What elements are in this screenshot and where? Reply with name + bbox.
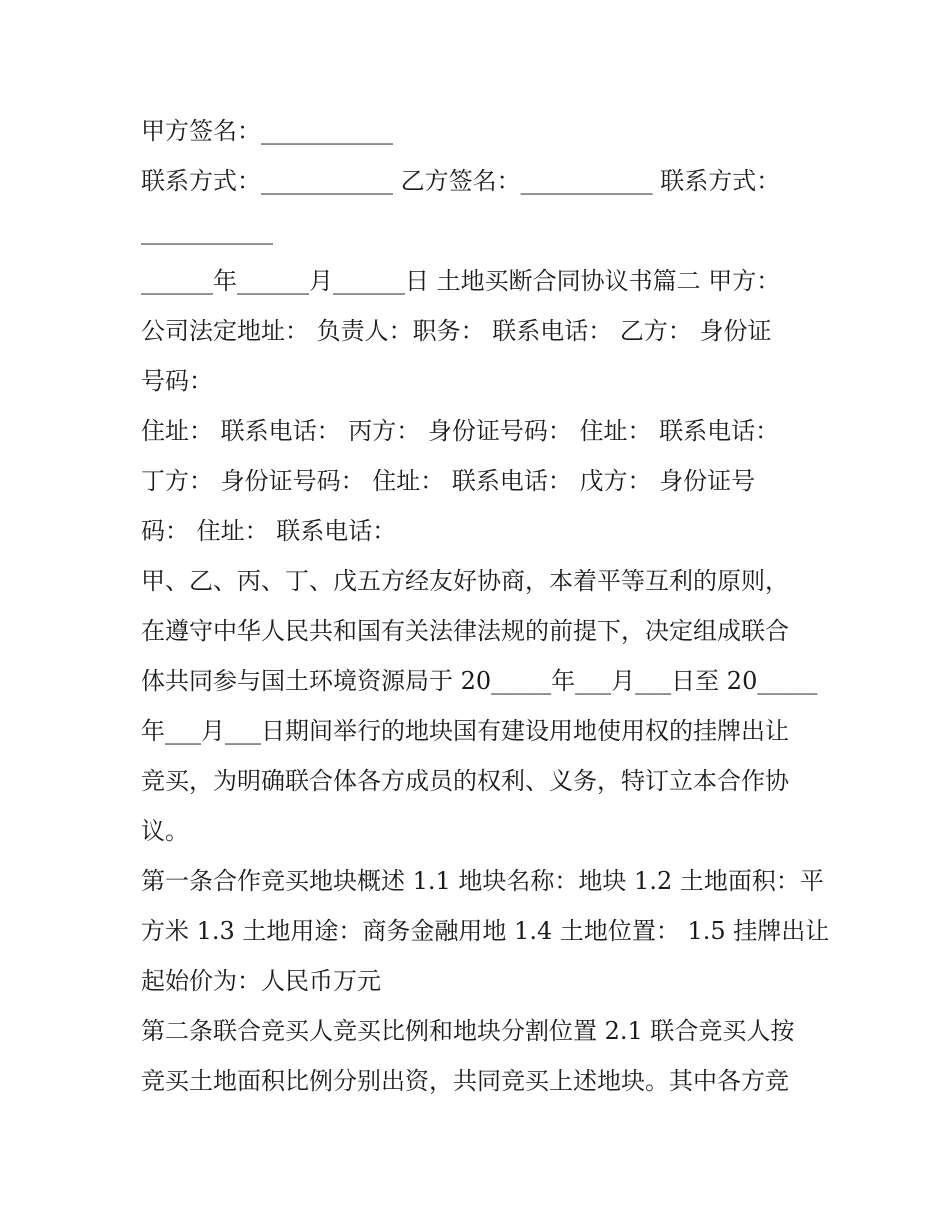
text-line: 议。 (141, 817, 189, 845)
text-line: 竞买土地面积比例分别出资，共同竞买上述地块。其中各方竞 (141, 1067, 789, 1095)
text-line: 联系方式：___________ 乙方签名：___________ 联系方式： (141, 167, 781, 195)
text-line: 起始价为：人民币万元 (141, 967, 381, 995)
text-line: ______年______月______日 土地买断合同协议书篇二 甲方： (141, 267, 781, 295)
text-line: 码： 住址： 联系电话： (141, 517, 397, 545)
text-line: 住址： 联系电话： 丙方： 身份证号码： 住址： 联系电话： (141, 417, 780, 445)
text-line: 在遵守中华人民共和国有关法律法规的前提下，决定组成联合 (141, 617, 789, 645)
text-line: 第二条联合竞买人竞买比例和地块分割位置 2.1 联合竞买人按 (141, 1017, 795, 1045)
text-line: 甲方签名：___________ (141, 117, 393, 145)
text-line: 第一条合作竞买地块概述 1.1 地块名称：地块 1.2 土地面积：平 (141, 867, 824, 895)
text-line: 甲、乙、丙、丁、戊五方经友好协商，本着平等互利的原则， (141, 567, 789, 595)
text-line: 竞买，为明确联合体各方成员的权利、义务，特订立本合作协 (141, 767, 789, 795)
document-body (141, 106, 830, 1106)
text-line: 方米 1.3 土地用途：商务金融用地 1.4 土地位置： 1.5 挂牌出让 (141, 917, 830, 945)
text-line: 丁方： 身份证号码： 住址： 联系电话： 戊方： 身份证号 (141, 467, 756, 495)
text-line: ___________ (141, 217, 273, 245)
text-line: 公司法定地址： 负责人：职务： 联系电话： 乙方： 身份证 (141, 317, 772, 345)
text-line: 号码： (141, 367, 213, 395)
text-line: 体共同参与国土环境资源局于 20_____年___月___日至 20_____ (141, 667, 818, 695)
text-line: 年___月___日期间举行的地块国有建设用地使用权的挂牌出让 (141, 717, 789, 745)
